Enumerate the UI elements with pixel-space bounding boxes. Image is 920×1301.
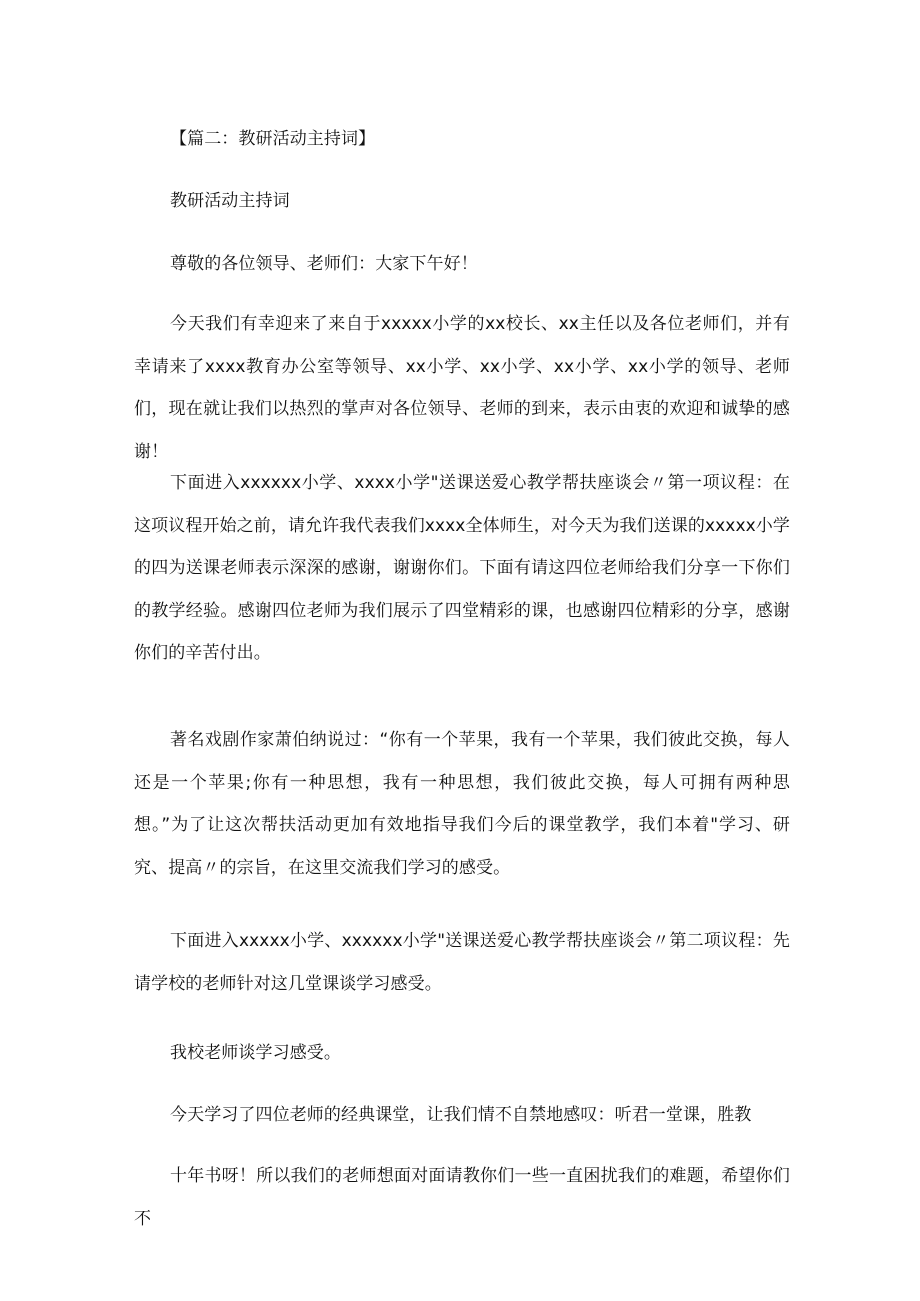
paragraph-second-agenda: 下面进入xxxxx小学、xxxxxx小学"送课送爱心教学帮扶座谈会〃第二项议程：先请学校的老师针对这几堂课谈学习感受。: [134, 931, 790, 994]
paragraph-welcome: 今天我们有幸迎来了来自于xxxxx小学的xx校长、xx主任以及各位老师们，并有幸请来了xxxx教育办公室等领导、xx小学、xx小学、xx小学、xx小学的领导、老师们，现在就让我们以热烈的掌声对各位领导、老师的到来，表示由衷的欢迎和诚挚的感谢！: [134, 314, 790, 462]
paragraph-questions: 十年书呀！所以我们的老师想面对面请教你们一些一直困扰我们的难题，希望你们不: [134, 1166, 790, 1229]
paragraph-quote: 著名戏剧作家萧伯纳说过：“你有一个苹果，我有一个苹果，我们彼此交换，每人还是一个苹果;你有一种思想，我有一种思想，我们彼此交换，每人可拥有两种思想。”为了让这次帮扶活动更加有效地指导我们今后的课堂教学，我们本着"学习、研究、提高〃的宗旨，在这里交流我们学习的感受。: [134, 730, 790, 878]
paragraph-teacher-sharing: 我校老师谈学习感受。: [170, 1043, 341, 1063]
paragraph-first-agenda: 下面进入xxxxxx小学、xxxx小学"送课送爱心教学帮扶座谈会〃第一项议程：在这项议程开始之前，请允许我代表我们xxxx全体师生，对今天为我们送课的xxxxx小学的四为送课老师表示深深的感谢，谢谢你们。下面有请这四位老师给我们分享一下你们的教学经验。感谢四位老师为我们展示了四堂精彩的课，也感谢四位精彩的分享，感谢你们的辛苦付出。: [134, 473, 790, 663]
paragraph-lesson-reflection: 今天学习了四位老师的经典课堂，让我们情不自禁地感叹：听君一堂课，胜教: [170, 1105, 752, 1125]
document-title: 教研活动主持词: [170, 191, 290, 211]
greeting-line: 尊敬的各位领导、老师们：大家下午好！: [170, 254, 478, 274]
section-heading: 【篇二：教研活动主持词】: [170, 129, 376, 149]
